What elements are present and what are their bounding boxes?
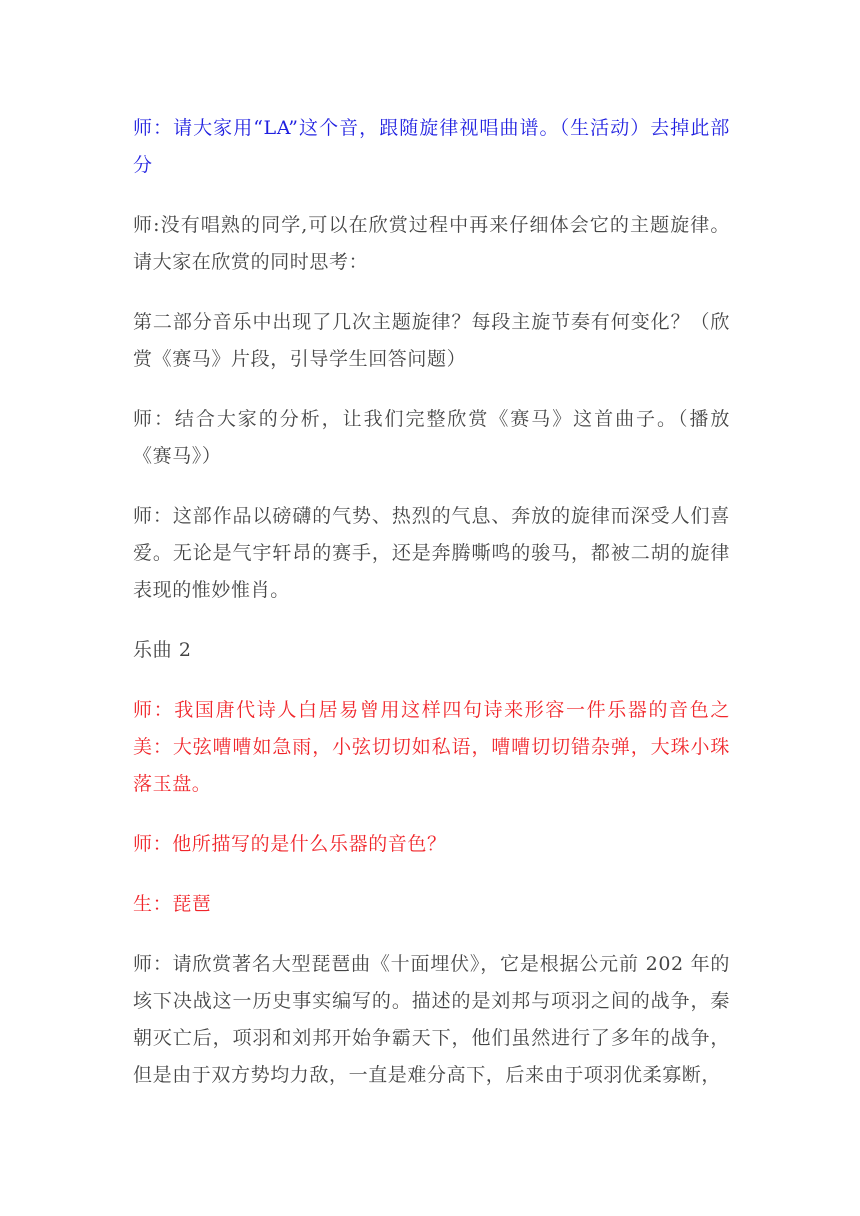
paragraph-teacher-shimian-maifu: 师：请欣赏著名大型琵琶曲《十面埋伏》，它是根据公元前 202 年的垓下决战这一历史事实编写的。描述的是刘邦与项羽之间的战争，秦朝灭亡后，项羽和刘邦开始争霸天下，他们虽然进行了多年的战争，但是由于双方势均力敌，一直是难分高下，后来由于项羽优柔寡断， <box>133 953 730 1086</box>
paragraph-student-answer-pipa: 生：琵琶 <box>133 893 212 915</box>
paragraph-teacher-full-listening: 师：结合大家的分析，让我们完整欣赏《赛马》这首曲子。（播放《赛马》） <box>133 408 730 467</box>
document-body <box>133 110 730 1117</box>
paragraph-teacher-question-instrument: 师：他所描写的是什么乐器的音色？ <box>133 833 447 855</box>
section-heading-piece-2: 乐曲 2 <box>133 639 192 661</box>
paragraph-teacher-summary: 师：这部作品以磅礴的气势、热烈的气息、奔放的旋律而深受人们喜爱。无论是气宇轩昂的赛手，还是奔腾嘶鸣的骏马，都被二胡的旋律表现的惟妙惟肖。 <box>133 505 730 601</box>
paragraph-teacher-sing-la: 师：请大家用“LA”这个音，跟随旋律视唱曲谱。（生活动）去掉此部分 <box>133 117 730 176</box>
paragraph-teacher-theme-melody: 师:没有唱熟的同学,可以在欣赏过程中再来仔细体会它的主题旋律。请大家在欣赏的同时思考： <box>133 214 730 273</box>
paragraph-question-second-part: 第二部分音乐中出现了几次主题旋律？每段主旋节奏有何变化？（欣赏《赛马》片段，引导学生回答问题） <box>133 311 730 370</box>
paragraph-teacher-bai-juyi-poem: 师：我国唐代诗人白居易曾用这样四句诗来形容一件乐器的音色之美：大弦嘈嘈如急雨，小弦切切如私语，嘈嘈切切错杂弹，大珠小珠落玉盘。 <box>133 699 730 795</box>
